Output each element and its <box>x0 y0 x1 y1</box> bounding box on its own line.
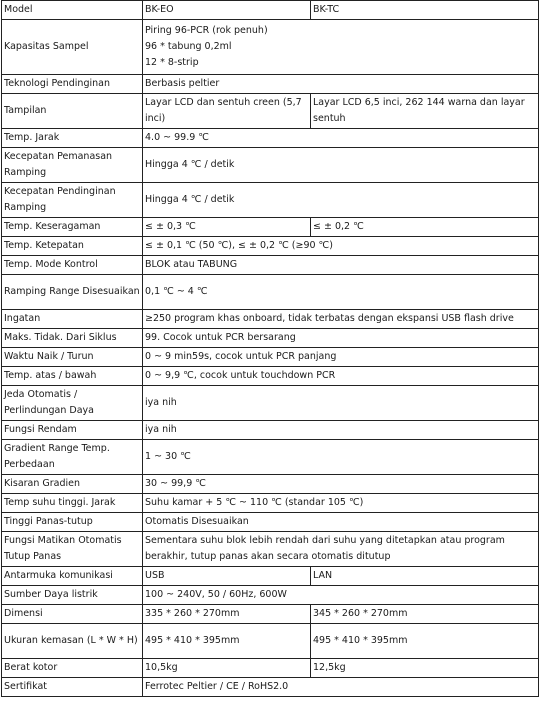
table-row <box>2 605 539 624</box>
spec-value-bk-tc: LAN <box>311 567 539 586</box>
table-row <box>2 494 539 513</box>
spec-label: Dimensi <box>2 605 143 624</box>
table-row <box>2 567 539 586</box>
spec-value-bk-eo: 495 * 410 * 395mm <box>143 624 311 659</box>
table-row <box>2 237 539 256</box>
table-row <box>2 148 539 183</box>
spec-value: 0 ~ 9 min59s, cocok untuk PCR panjang <box>143 348 539 367</box>
spec-label: Fungsi Matikan Otomatis Tutup Panas <box>2 532 143 567</box>
spec-label: Maks. Tidak. Dari Siklus <box>2 329 143 348</box>
spec-label: Temp. atas / bawah <box>2 367 143 386</box>
table-row <box>2 218 539 237</box>
spec-value: ≥250 program khas onboard, tidak terbatas dengan ekspansi USB flash drive <box>143 310 539 329</box>
header-row <box>2 1 539 20</box>
spec-label: Antarmuka komunikasi <box>2 567 143 586</box>
spec-label: Temp. Ketepatan <box>2 237 143 256</box>
spec-label: Ingatan <box>2 310 143 329</box>
spec-table-body <box>2 1 539 697</box>
table-row <box>2 310 539 329</box>
spec-value: Hingga 4 ℃ / detik <box>143 148 539 183</box>
spec-label: Sertifikat <box>2 678 143 697</box>
spec-value: 4.0 ~ 99.9 ℃ <box>143 129 539 148</box>
spec-label: Temp suhu tinggi. Jarak <box>2 494 143 513</box>
spec-value: Berbasis peltier <box>143 75 539 94</box>
spec-value-bk-tc: ≤ ± 0,2 ℃ <box>311 218 539 237</box>
spec-value-bk-tc: Layar LCD 6,5 inci, 262 144 warna dan layar sentuh <box>311 94 539 129</box>
table-row <box>2 386 539 421</box>
spec-label: Ukuran kemasan (L * W * H) <box>2 624 143 659</box>
spec-value: 0,1 ℃ ~ 4 ℃ <box>143 275 539 310</box>
spec-label: Tampilan <box>2 94 143 129</box>
spec-table <box>1 0 539 697</box>
spec-value: 99. Cocok untuk PCR bersarang <box>143 329 539 348</box>
table-row <box>2 513 539 532</box>
header-model: Model <box>2 1 143 20</box>
table-row <box>2 348 539 367</box>
spec-value-line: Piring 96-PCR (rok penuh) <box>145 25 268 36</box>
spec-label: Gradient Range Temp. Perbedaan <box>2 440 143 475</box>
table-row <box>2 367 539 386</box>
spec-value: Otomatis Disesuaikan <box>143 513 539 532</box>
table-row <box>2 475 539 494</box>
spec-value: iya nih <box>143 386 539 421</box>
header-bk-tc: BK-TC <box>311 1 539 20</box>
spec-label: Kisaran Gradien <box>2 475 143 494</box>
table-row <box>2 275 539 310</box>
spec-value-bk-eo: 335 * 260 * 270mm <box>143 605 311 624</box>
spec-label: Teknologi Pendinginan <box>2 75 143 94</box>
spec-label: Kapasitas Sampel <box>2 20 143 75</box>
table-row <box>2 75 539 94</box>
spec-value: Hingga 4 ℃ / detik <box>143 183 539 218</box>
table-row <box>2 129 539 148</box>
table-row <box>2 329 539 348</box>
table-row <box>2 94 539 129</box>
spec-label: Fungsi Rendam <box>2 421 143 440</box>
spec-label: Kecepatan Pendinginan Ramping <box>2 183 143 218</box>
spec-value: 30 ~ 99,9 ℃ <box>143 475 539 494</box>
table-row <box>2 20 539 75</box>
spec-value: Sementara suhu blok lebih rendah dari suhu yang ditetapkan atau program berakhir, tutup panas akan secara otomatis ditutup <box>143 532 539 567</box>
spec-value: 100 ~ 240V, 50 / 60Hz, 600W <box>143 586 539 605</box>
table-row <box>2 421 539 440</box>
spec-label: Temp. Mode Kontrol <box>2 256 143 275</box>
spec-value-bk-tc: 345 * 260 * 270mm <box>311 605 539 624</box>
spec-value: iya nih <box>143 421 539 440</box>
spec-label: Ramping Range Disesuaikan <box>2 275 143 310</box>
spec-value-line: 96 * tabung 0,2ml <box>145 41 232 52</box>
table-row <box>2 624 539 659</box>
table-row <box>2 586 539 605</box>
spec-value: Ferrotec Peltier / CE / RoHS2.0 <box>143 678 539 697</box>
header-bk-eo: BK-EO <box>143 1 311 20</box>
spec-label: Sumber Daya listrik <box>2 586 143 605</box>
spec-value: ≤ ± 0,1 ℃ (50 ℃), ≤ ± 0,2 ℃ (≥90 ℃) <box>143 237 539 256</box>
spec-value-line: 12 * 8-strip <box>145 57 199 68</box>
table-row <box>2 440 539 475</box>
spec-label: Jeda Otomatis / Perlindungan Daya <box>2 386 143 421</box>
table-row <box>2 678 539 697</box>
spec-label: Waktu Naik / Turun <box>2 348 143 367</box>
spec-value-bk-eo: ≤ ± 0,3 ℃ <box>143 218 311 237</box>
spec-value-bk-eo: USB <box>143 567 311 586</box>
spec-label: Berat kotor <box>2 659 143 678</box>
spec-label: Kecepatan Pemanasan Ramping <box>2 148 143 183</box>
spec-label: Temp. Keseragaman <box>2 218 143 237</box>
table-row <box>2 256 539 275</box>
spec-value-bk-tc: 495 * 410 * 395mm <box>311 624 539 659</box>
spec-value: 1 ~ 30 ℃ <box>143 440 539 475</box>
table-row <box>2 532 539 567</box>
table-row <box>2 659 539 678</box>
spec-label: Temp. Jarak <box>2 129 143 148</box>
table-row <box>2 183 539 218</box>
spec-value-bk-eo: Layar LCD dan sentuh creen (5,7 inci) <box>143 94 311 129</box>
spec-value-bk-tc: 12,5kg <box>311 659 539 678</box>
spec-label: Tinggi Panas-tutup <box>2 513 143 532</box>
spec-value <box>143 20 539 75</box>
spec-value: Suhu kamar + 5 ℃ ~ 110 ℃ (standar 105 ℃) <box>143 494 539 513</box>
spec-value: BLOK atau TABUNG <box>143 256 539 275</box>
spec-value-bk-eo: 10,5kg <box>143 659 311 678</box>
spec-value: 0 ~ 9,9 ℃, cocok untuk touchdown PCR <box>143 367 539 386</box>
